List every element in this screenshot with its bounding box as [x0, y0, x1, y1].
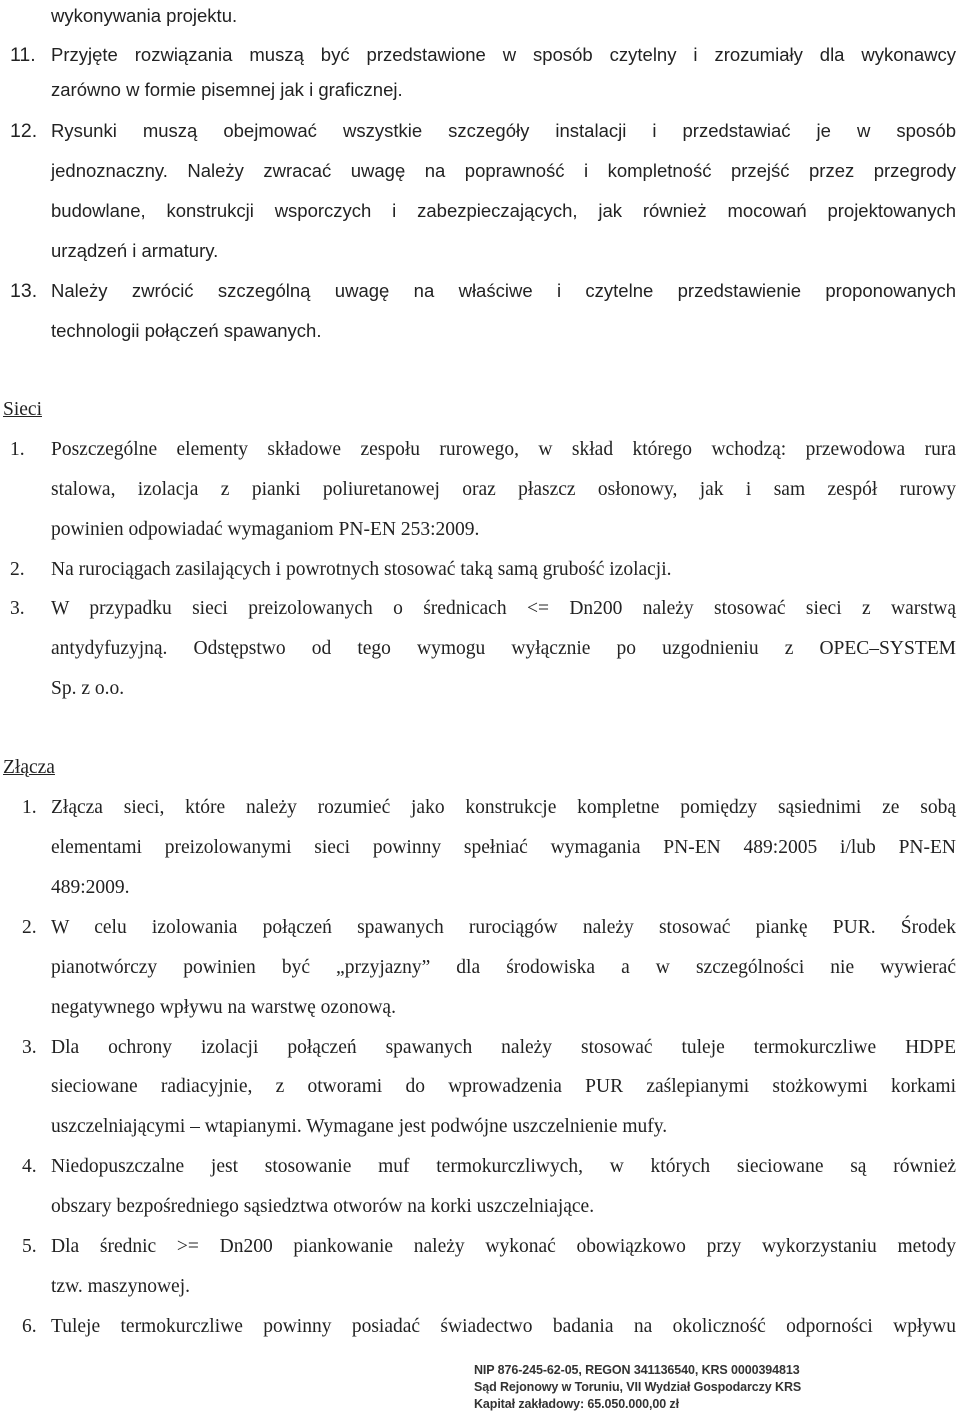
text-line: Sp. z o.o. [51, 678, 125, 699]
text-line: W przypadku sieci preizolowanych o średnicach <= Dn200 należy stosować sieci z warstwą [51, 598, 956, 619]
text-line: Złącza sieci, które należy rozumieć jako konstrukcje kompletne pomiędzy sąsiednimi ze sobą [51, 797, 956, 818]
text-line: Niedopuszczalne jest stosowanie muf termokurczliwych, w których sieciowane są również [51, 1156, 956, 1177]
text-line: 489:2009. [51, 877, 130, 898]
list-number: 3. [10, 598, 25, 619]
list-number: 13. [10, 280, 38, 302]
footer-share-capital: Kapitał zakładowy: 65.050.000,00 zł [474, 1397, 679, 1411]
text-line: Rysunki muszą obejmować wszystkie szczegóły instalacji i przedstawiać je w sposób [51, 120, 956, 141]
text-line: pianotwórczy powinien być „przyjazny” dla środowiska a w szczególności nie wywierać [51, 957, 956, 978]
list-number: 1. [22, 797, 37, 818]
text-line: Należy zwrócić szczególną uwagę na właściwe i czytelne przedstawienie proponowanych [51, 280, 956, 301]
text-line: obszary bezpośredniego sąsiedztwa otworów na korki uszczelniające. [51, 1196, 595, 1217]
text-line: stalowa, izolacja z pianki poliuretanowej oraz płaszcz osłonowy, jak i sam zespół rurowy [51, 479, 956, 500]
section-heading-zlacza: Złącza [3, 757, 55, 778]
text-line: budowlane, konstrukcji wsporczych i zabezpieczających, jak również mocowań projektowanych [51, 200, 956, 221]
text-line: Na rurociągach zasilających i powrotnych stosować taką samą grubość izolacji. [51, 559, 672, 580]
text-line: negatywnego wpływu na warstwę ozonową. [51, 997, 396, 1018]
text-line: urządzeń i armatury. [51, 240, 219, 261]
text-line: wykonywania projektu. [51, 5, 238, 26]
footer-court-registry: Sąd Rejonowy w Toruniu, VII Wydział Gospodarczy KRS [474, 1380, 802, 1394]
section-heading-sieci: Sieci [3, 399, 42, 420]
text-line: powinien odpowiadać wymaganiom PN-EN 253:2009. [51, 519, 480, 540]
text-line: Przyjęte rozwiązania muszą być przedstawione w sposób czytelny i zrozumiały dla wykonawcy [51, 44, 956, 65]
footer-company-ids: NIP 876-245-62-05, REGON 341136540, KRS 0000394813 [474, 1363, 800, 1377]
text-line: technologii połączeń spawanych. [51, 320, 322, 341]
list-number: 2. [10, 559, 25, 580]
text-line: elementami preizolowanymi sieci powinny spełniać wymagania PN-EN 489:2005 i/lub PN-EN [51, 837, 956, 858]
text-line: sieciowane radiacyjnie, z otworami do wprowadzenia PUR zaślepianymi stożkowymi korkami [51, 1076, 956, 1097]
text-line: Dla ochrony izolacji połączeń spawanych należy stosować tuleje termokurczliwe HDPE [51, 1037, 956, 1058]
text-line: antydyfuzyjną. Odstępstwo od tego wymogu wyłącznie po uzgodnieniu z OPEC–SYSTEM [51, 638, 956, 659]
text-line: tzw. maszynowej. [51, 1276, 190, 1297]
list-number: 1. [10, 439, 25, 460]
text-line: Poszczególne elementy składowe zespołu rurowego, w skład którego wchodzą: przewodowa rura [51, 439, 956, 460]
list-number: 3. [22, 1037, 37, 1058]
text-line: jednoznaczny. Należy zwracać uwagę na poprawność i kompletność przejść przez przegrody [51, 160, 956, 181]
list-number: 11. [10, 44, 36, 66]
text-line: Dla średnic >= Dn200 piankowanie należy wykonać obowiązkowo przy wykorzystaniu metody [51, 1236, 956, 1257]
text-line: W celu izolowania połączeń spawanych rurociągów należy stosować piankę PUR. Środek [51, 917, 956, 938]
text-line: uszczelniającymi – wtapianymi. Wymagane jest podwójne uszczelnienie mufy. [51, 1116, 668, 1137]
list-number: 12. [10, 120, 38, 142]
list-number: 4. [22, 1156, 37, 1177]
list-number: 5. [22, 1236, 37, 1257]
list-number: 6. [22, 1316, 37, 1337]
text-line: zarówno w formie pisemnej jak i graficznej. [51, 79, 403, 100]
list-number: 2. [22, 917, 37, 938]
text-line: Tuleje termokurczliwe powinny posiadać świadectwo badania na okoliczność odporności wpływu [51, 1316, 956, 1337]
